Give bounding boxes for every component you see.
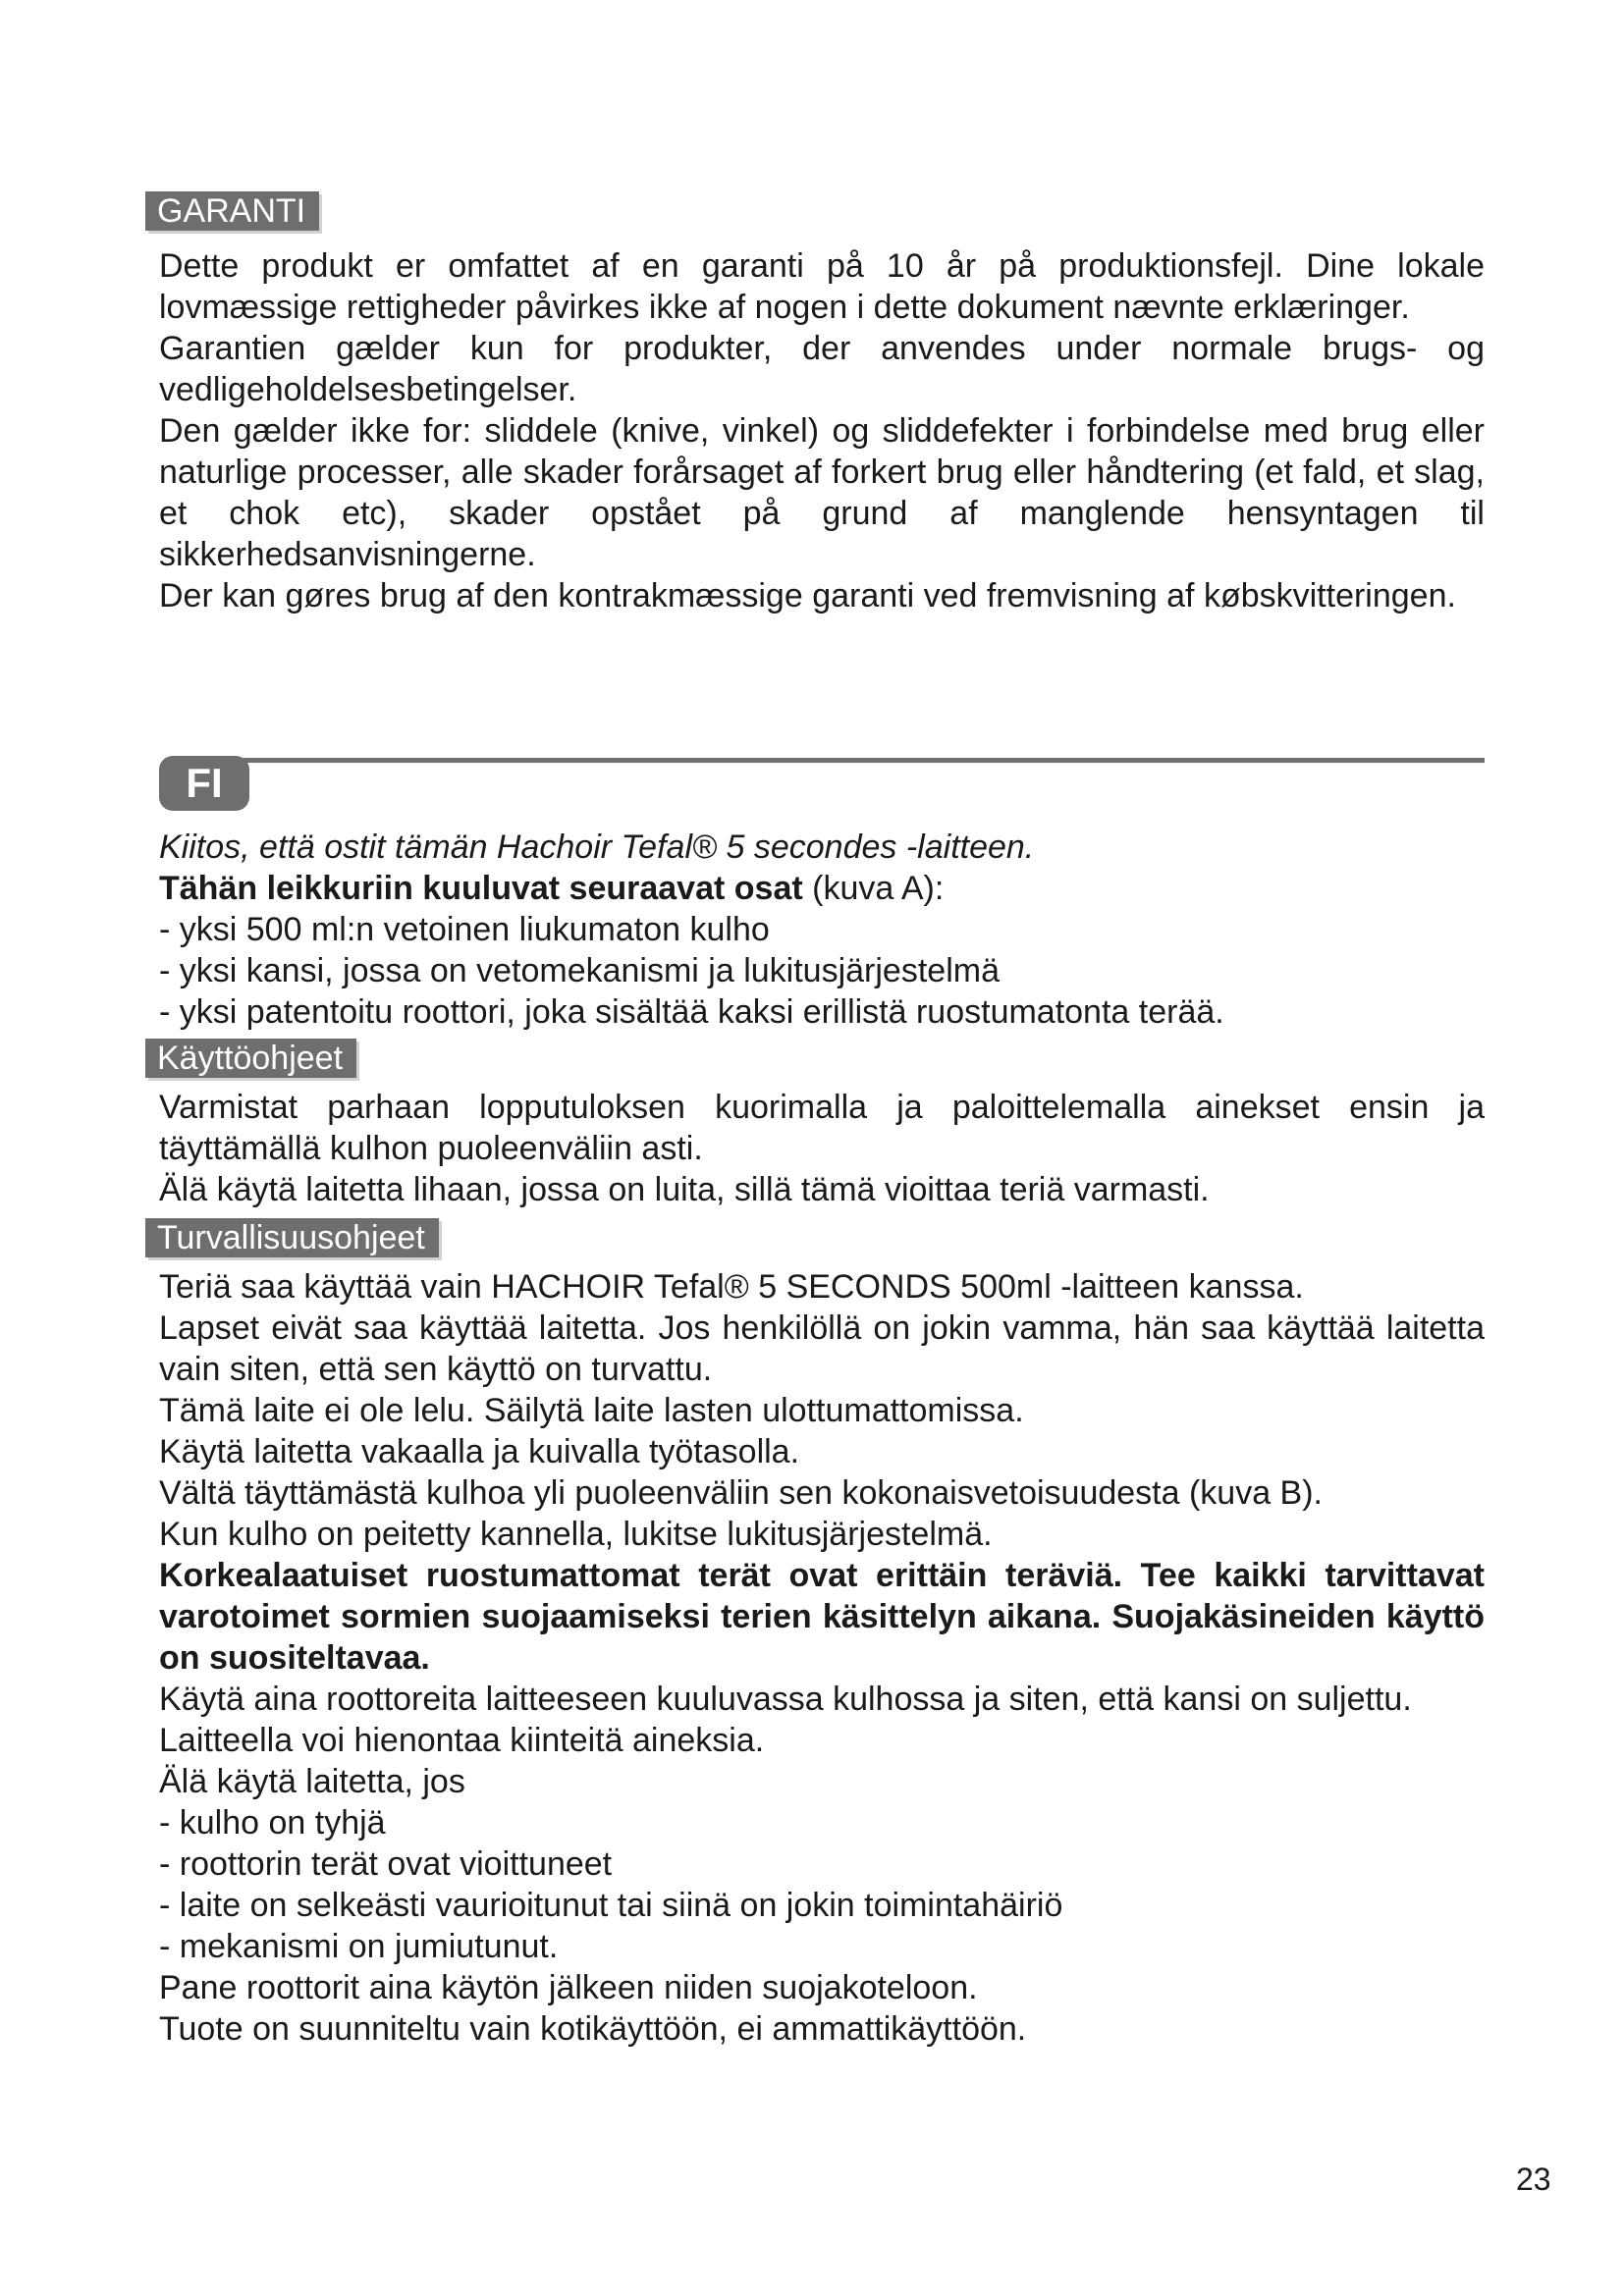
garanti-label: GARANTI	[145, 191, 319, 231]
usage-label: Käyttöohjeet	[145, 1039, 356, 1078]
safety-paragraph: Laitteella voi hienontaa kiinteitä aineksia.	[159, 1722, 765, 1759]
fi-language-badge: FI	[159, 756, 249, 811]
list-item: - kulho on tyhjä	[159, 1804, 386, 1842]
fi-parts-heading-bold: Tähän leikkuriin kuuluvat seuraavat osat	[159, 870, 803, 907]
list-item: - laite on selkeästi vaurioitunut tai siinä on jokin toimintahäiriö	[159, 1887, 1063, 1924]
fi-section	[159, 827, 1485, 2050]
closing-paragraph: Tuote on suunniteltu vain kotikäyttöön, ei ammattikäyttöön.	[159, 2010, 1027, 2048]
safety-paragraph: Tämä laite ei ole lelu. Säilytä laite lasten ulottumattomissa.	[159, 1392, 1024, 1429]
da-warranty-section	[159, 190, 1485, 616]
usage-paragraph-2: Älä käytä laitetta lihaan, jossa on luita, sillä tämä vioittaa teriä varmasti.	[159, 1171, 1210, 1208]
list-item: - yksi 500 ml:n vetoinen liukumaton kulho	[159, 911, 770, 948]
da-paragraph-3: Den gælder ikke for: sliddele (knive, vinkel) og sliddefekter i forbindelse med brug eller naturlige processer, alle skader forårsaget af forkert brug eller håndtering (et fald, et slag, et chok etc), skader opstået på grund af manglende hensyntagen til sikkerhedsanvisningerne.	[159, 412, 1485, 573]
safety-paragraph: Käytä aina roottoreita laitteeseen kuuluvassa kulhossa ja siten, että kansi on suljettu.	[159, 1681, 1412, 1718]
closing-paragraph: Pane roottorit aina käytön jälkeen niiden suojakoteloon.	[159, 1969, 978, 2006]
fi-parts-heading-rest: (kuva A):	[802, 870, 945, 907]
list-item: - mekanismi on jumiutunut.	[159, 1928, 559, 1965]
list-item: - yksi kansi, jossa on vetomekanismi ja lukitusjärjestelmä	[159, 952, 1000, 989]
page-number: 23	[1516, 2162, 1551, 2197]
safety-paragraph: Käytä laitetta vakaalla ja kuivalla työtasolla.	[159, 1433, 800, 1470]
blade-warning: Korkealaatuiset ruostumattomat terät ovat erittäin teräviä. Tee kaikki tarvittavat varotoimet sormien suojaamiseksi terien käsittelyn aikana. Suojakäsineiden käyttö on suositeltavaa.	[159, 1557, 1485, 1677]
safety-paragraph: Älä käytä laitetta, jos	[159, 1763, 465, 1800]
fi-parts-heading	[159, 868, 1485, 909]
safety-label: Turvallisuusohjeet	[145, 1218, 439, 1257]
da-paragraph-4: Der kan gøres brug af den kontrakmæssige garanti ved fremvisning af købskvitteringen.	[159, 577, 1456, 614]
usage-paragraph-1: Varmistat parhaan lopputuloksen kuorimalla ja paloittelemalla ainekset ensin ja täyttämällä kulhon puoleenväliin asti.	[159, 1089, 1485, 1167]
safety-paragraph: Kun kulho on peitetty kannella, lukitse lukitusjärjestelmä.	[159, 1516, 993, 1553]
list-item: - roottorin terät ovat vioittuneet	[159, 1845, 613, 1883]
safety-paragraph: Vältä täyttämästä kulhoa yli puoleenväliin sen kokonaisvetoisuudesta (kuva B).	[159, 1474, 1324, 1512]
list-item: - yksi patentoitu roottori, joka sisältää kaksi erillistä ruostumatonta terää.	[159, 993, 1224, 1031]
da-paragraph-2: Garantien gælder kun for produkter, der anvendes under normale brugs- og vedligeholdelsesbetingelser.	[159, 330, 1485, 408]
safety-paragraph: Teriä saa käyttää vain HACHOIR Tefal® 5 SECONDS 500ml -laitteen kanssa.	[159, 1268, 1304, 1306]
safety-paragraph: Lapset eivät saa käyttää laitetta. Jos henkilöllä on jokin vamma, hän saa käyttää laitetta vain siten, että sen käyttö on turvattu.	[159, 1309, 1485, 1388]
fi-intro: Kiitos, että ostit tämän Hachoir Tefal® 5 secondes -laitteen.	[159, 828, 1035, 866]
da-paragraph-1: Dette produkt er omfattet af en garanti på 10 år på produktionsfejl. Dine lokale lovmæssige rettigheder påvirkes ikke af nogen i dette dokument nævnte erklæringer.	[159, 247, 1485, 326]
section-divider	[244, 758, 1485, 763]
